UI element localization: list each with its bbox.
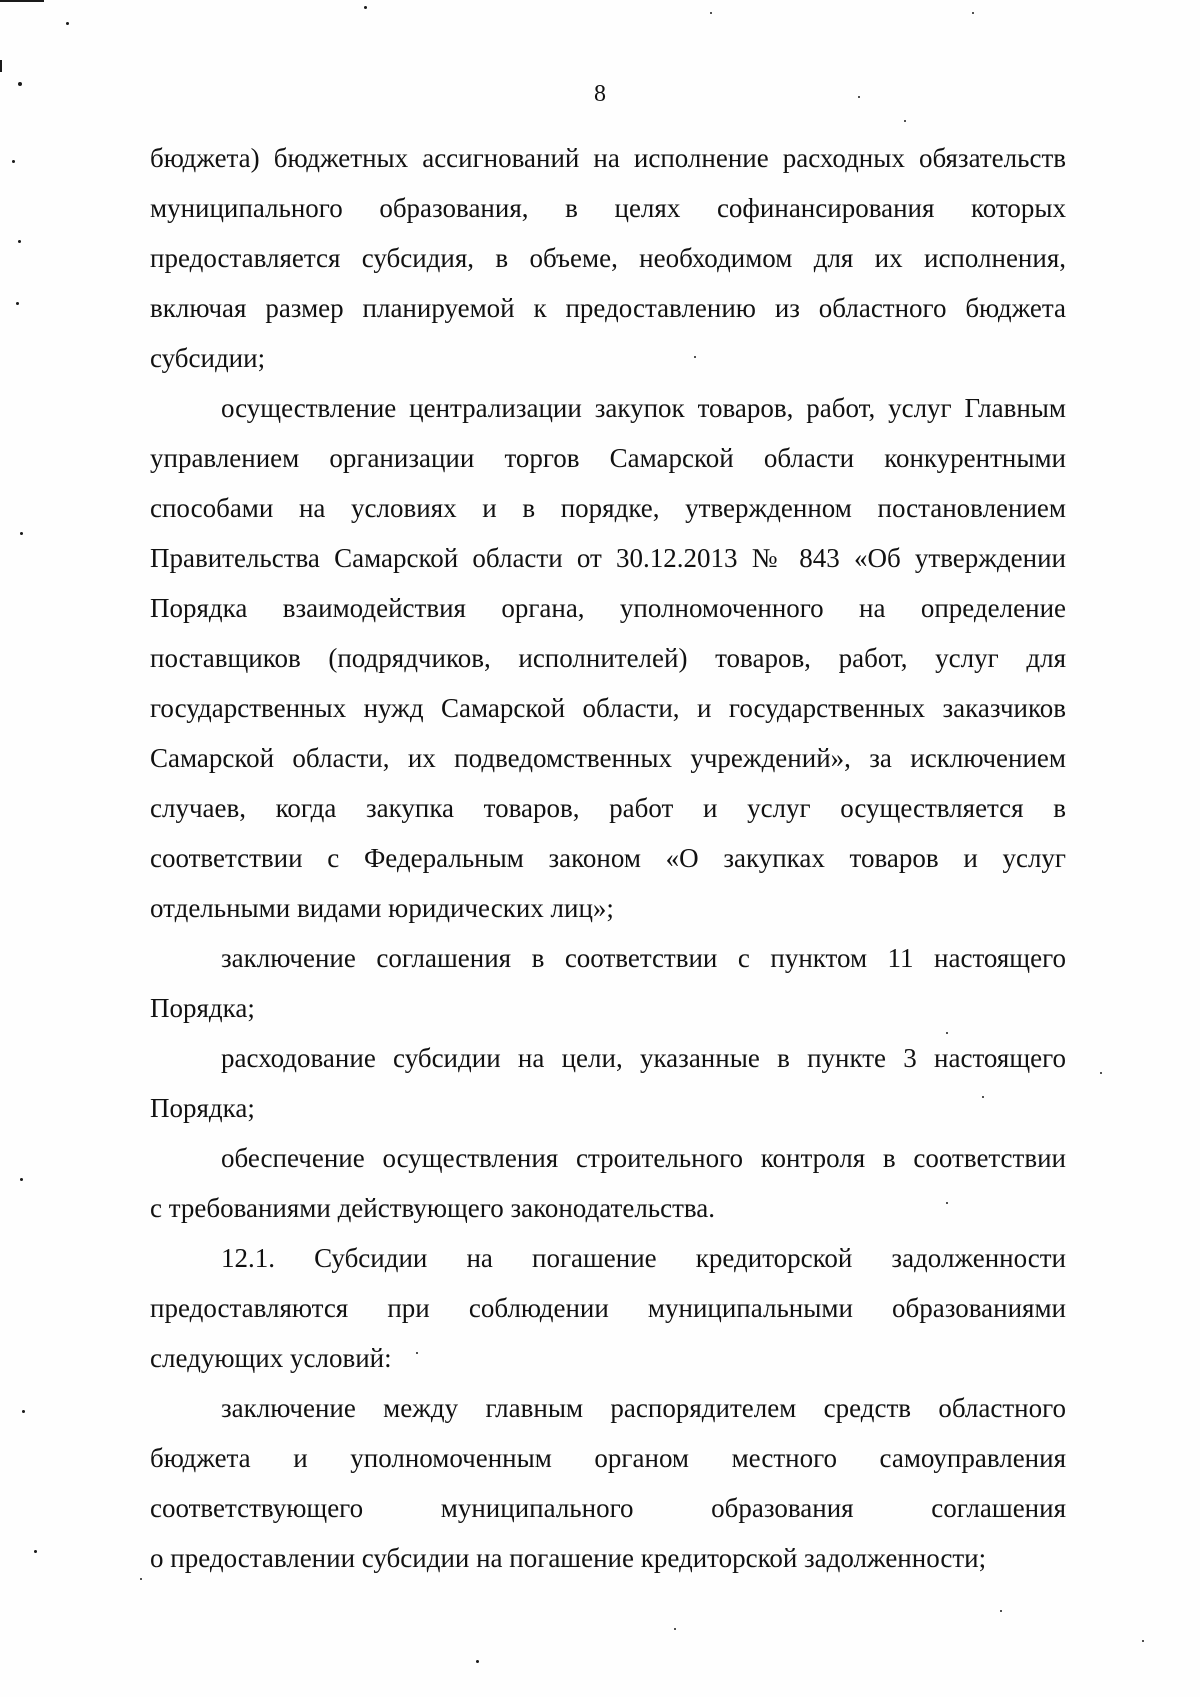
scan-speck xyxy=(674,1628,676,1630)
scan-speck xyxy=(1142,1640,1144,1642)
scan-speck xyxy=(16,302,19,305)
text-line: государственных нужд Самарской области, и государственных заказчиков xyxy=(150,693,1066,723)
scan-speck xyxy=(710,12,712,14)
text-line: осуществление централизации закупок товаров, работ, услуг Главным xyxy=(221,393,1066,423)
text-line: случаев, когда закупка товаров, работ и услуг осуществляется в xyxy=(150,793,1066,823)
text-line: отдельными видами юридических лиц»; xyxy=(150,893,614,923)
scan-speck xyxy=(12,160,15,163)
text-line: заключение между главным распорядителем средств областного xyxy=(221,1393,1066,1423)
text-line: Порядка; xyxy=(150,993,255,1023)
scan-speck xyxy=(364,6,367,9)
text-line: муниципального образования, в целях софинансирования которых xyxy=(150,193,1066,223)
scan-speck xyxy=(1000,1610,1002,1612)
page-number: 8 xyxy=(594,81,606,107)
text-line: поставщиков (подрядчиков, исполнителей) товаров, работ, услуг для xyxy=(150,643,1066,673)
text-line: соответствии с Федеральным законом «О закупках товаров и услуг xyxy=(150,843,1066,873)
text-line: заключение соглашения в соответствии с пунктом 11 настоящего xyxy=(221,943,1066,973)
scan-edge-mark xyxy=(0,60,2,72)
scan-speck xyxy=(20,532,23,535)
text-line: способами на условиях и в порядке, утвержденном постановлением xyxy=(150,493,1066,523)
scan-speck xyxy=(140,1578,142,1580)
scan-edge-mark xyxy=(0,0,44,2)
text-line: бюджета) бюджетных ассигнований на исполнение расходных обязательств xyxy=(150,143,1066,173)
scan-speck xyxy=(20,1178,23,1181)
text-line: предоставляется субсидия, в объеме, необходимом для их исполнения, xyxy=(150,243,1066,273)
text-line: с требованиями действующего законодательства. xyxy=(150,1193,716,1223)
scan-speck xyxy=(904,120,906,122)
text-line: следующих условий: xyxy=(150,1343,392,1373)
text-line: Правительства Самарской области от 30.12.2013 № 843 «Об утверждении xyxy=(150,543,1066,573)
text-line: обеспечение осуществления строительного контроля в соответствии xyxy=(221,1143,1066,1173)
scan-speck xyxy=(1100,1072,1102,1074)
text-line: предоставляются при соблюдении муниципальными образованиями xyxy=(150,1293,1066,1323)
scan-speck xyxy=(476,1660,479,1663)
text-line: Порядка взаимодействия органа, уполномоченного на определение xyxy=(150,593,1066,623)
text-line: включая размер планируемой к предоставлению из областного бюджета xyxy=(150,293,1066,323)
text-line: 12.1. Субсидии на погашение кредиторской задолженности xyxy=(221,1243,1066,1273)
text-line: о предоставлении субсидии на погашение кредиторской задолженности; xyxy=(150,1543,987,1573)
text-line: соответствующего муниципального образования соглашения xyxy=(150,1493,1066,1523)
scan-speck xyxy=(22,1410,25,1413)
text-line: расходование субсидии на цели, указанные в пункте 3 настоящего xyxy=(221,1043,1066,1073)
scan-speck xyxy=(972,12,974,14)
scan-speck xyxy=(66,22,69,25)
text-line: бюджета и уполномоченным органом местного самоуправления xyxy=(150,1443,1066,1473)
text-line: Порядка; xyxy=(150,1093,255,1123)
text-line: управлением организации торгов Самарской области конкурентными xyxy=(150,443,1066,473)
scan-speck xyxy=(18,240,21,243)
text-line: субсидии; xyxy=(150,343,266,373)
text-line: Самарской области, их подведомственных учреждений», за исключением xyxy=(150,743,1066,773)
scan-speck xyxy=(34,1550,37,1553)
document-body xyxy=(150,133,1066,1583)
